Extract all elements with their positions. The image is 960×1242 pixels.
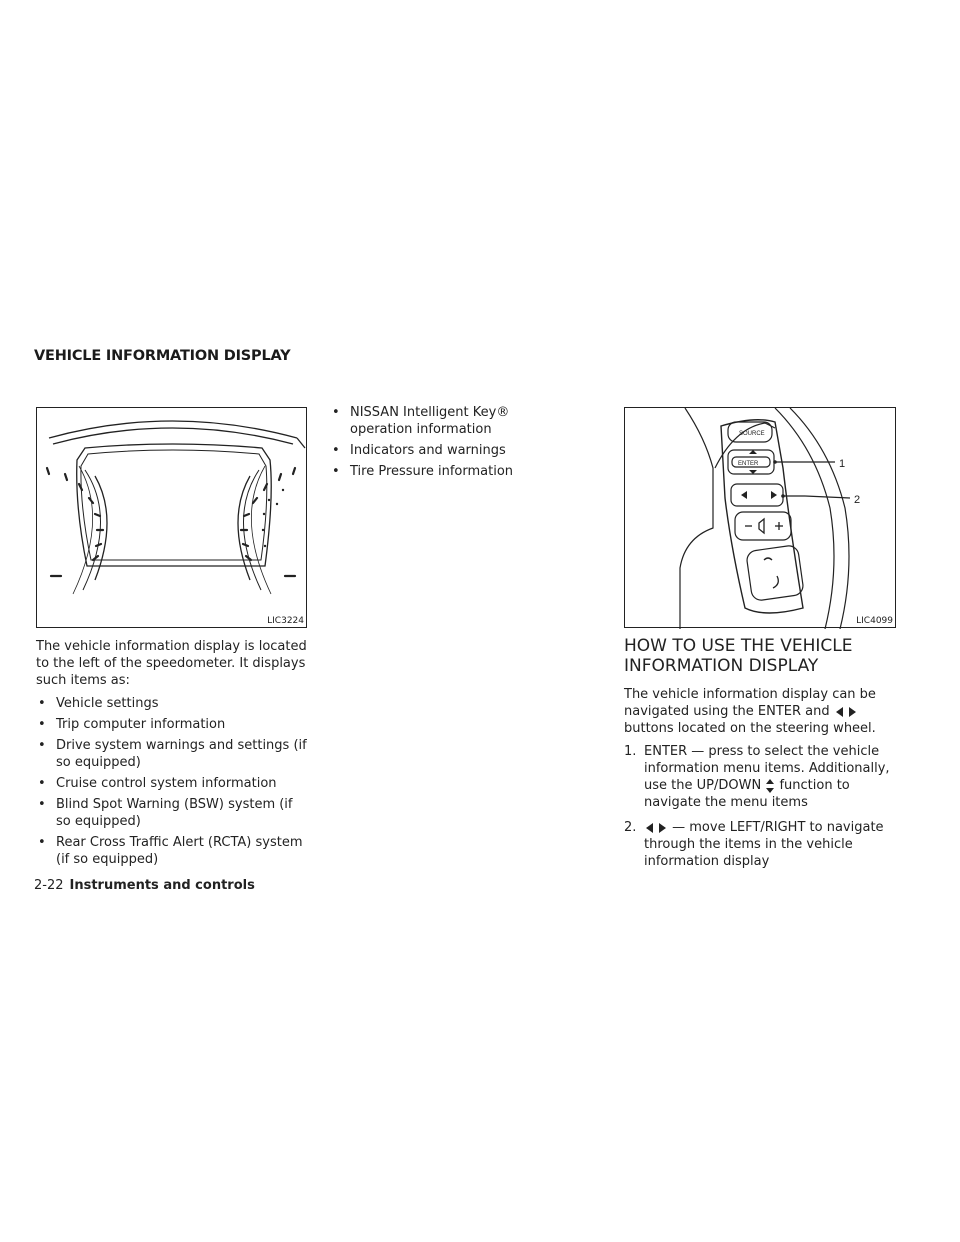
list-item: • Trip computer information: [38, 717, 226, 732]
callout-1: 1: [839, 458, 846, 470]
page-number: 2-22: [34, 878, 64, 893]
feature-list: [36, 695, 308, 868]
intro-paragraph: The vehicle information display is located to the left of the speedometer. It displays such items as:: [36, 639, 307, 688]
page-footer: [34, 878, 255, 893]
list-item: • Blind Spot Warning (BSW) system (if so equipped): [38, 797, 293, 829]
list-item: • Drive system warnings and settings (if so equipped): [38, 738, 307, 770]
list-item: • Rear Cross Traffic Alert (RCTA) system (if so equipped): [38, 835, 303, 867]
callout-2: 2: [854, 494, 861, 506]
column-right: [624, 636, 896, 878]
steps-list: [624, 743, 896, 870]
figure-code: LIC3224: [267, 616, 304, 626]
list-item: • Cruise control system information: [38, 776, 277, 791]
steering-switch-illustration: [625, 408, 897, 629]
list-item: • Indicators and warnings: [332, 443, 506, 458]
subsection-heading: HOW TO USE THE VEHICLE INFORMATION DISPLAY: [624, 636, 853, 676]
instrument-cluster-illustration: [37, 408, 308, 629]
figure-steering-switches: [624, 407, 896, 628]
column-middle: [330, 404, 570, 484]
figure-code: LIC4099: [856, 616, 893, 626]
list-item: • Tire Pressure information: [332, 464, 514, 479]
up-down-arrows-icon: [765, 779, 775, 793]
figure-instrument-cluster: [36, 407, 307, 628]
list-item: • NISSAN Intelligent Key® operation information: [332, 405, 510, 437]
intro-paragraph: The vehicle information display can be navigated using the ENTER and buttons located on the steering wheel.: [624, 687, 876, 736]
column-left: [36, 638, 308, 872]
section-title: VEHICLE INFORMATION DISPLAY: [34, 348, 291, 364]
list-item: • Vehicle settings: [38, 696, 159, 711]
feature-list-continued: [330, 404, 570, 480]
left-right-arrows-icon: [644, 823, 668, 833]
step-item: 1. ENTER — press to select the vehicle information menu items. Additionally, use the UP/DOWN function to navigate the menu items: [624, 744, 890, 810]
source-label: SOURCE: [739, 431, 765, 437]
enter-label: ENTER: [738, 461, 759, 467]
chapter-title: Instruments and controls: [69, 878, 255, 893]
step-item: 2. — move LEFT/RIGHT to navigate through the items in the vehicle information display: [624, 820, 884, 869]
left-right-arrows-icon: [834, 707, 858, 717]
